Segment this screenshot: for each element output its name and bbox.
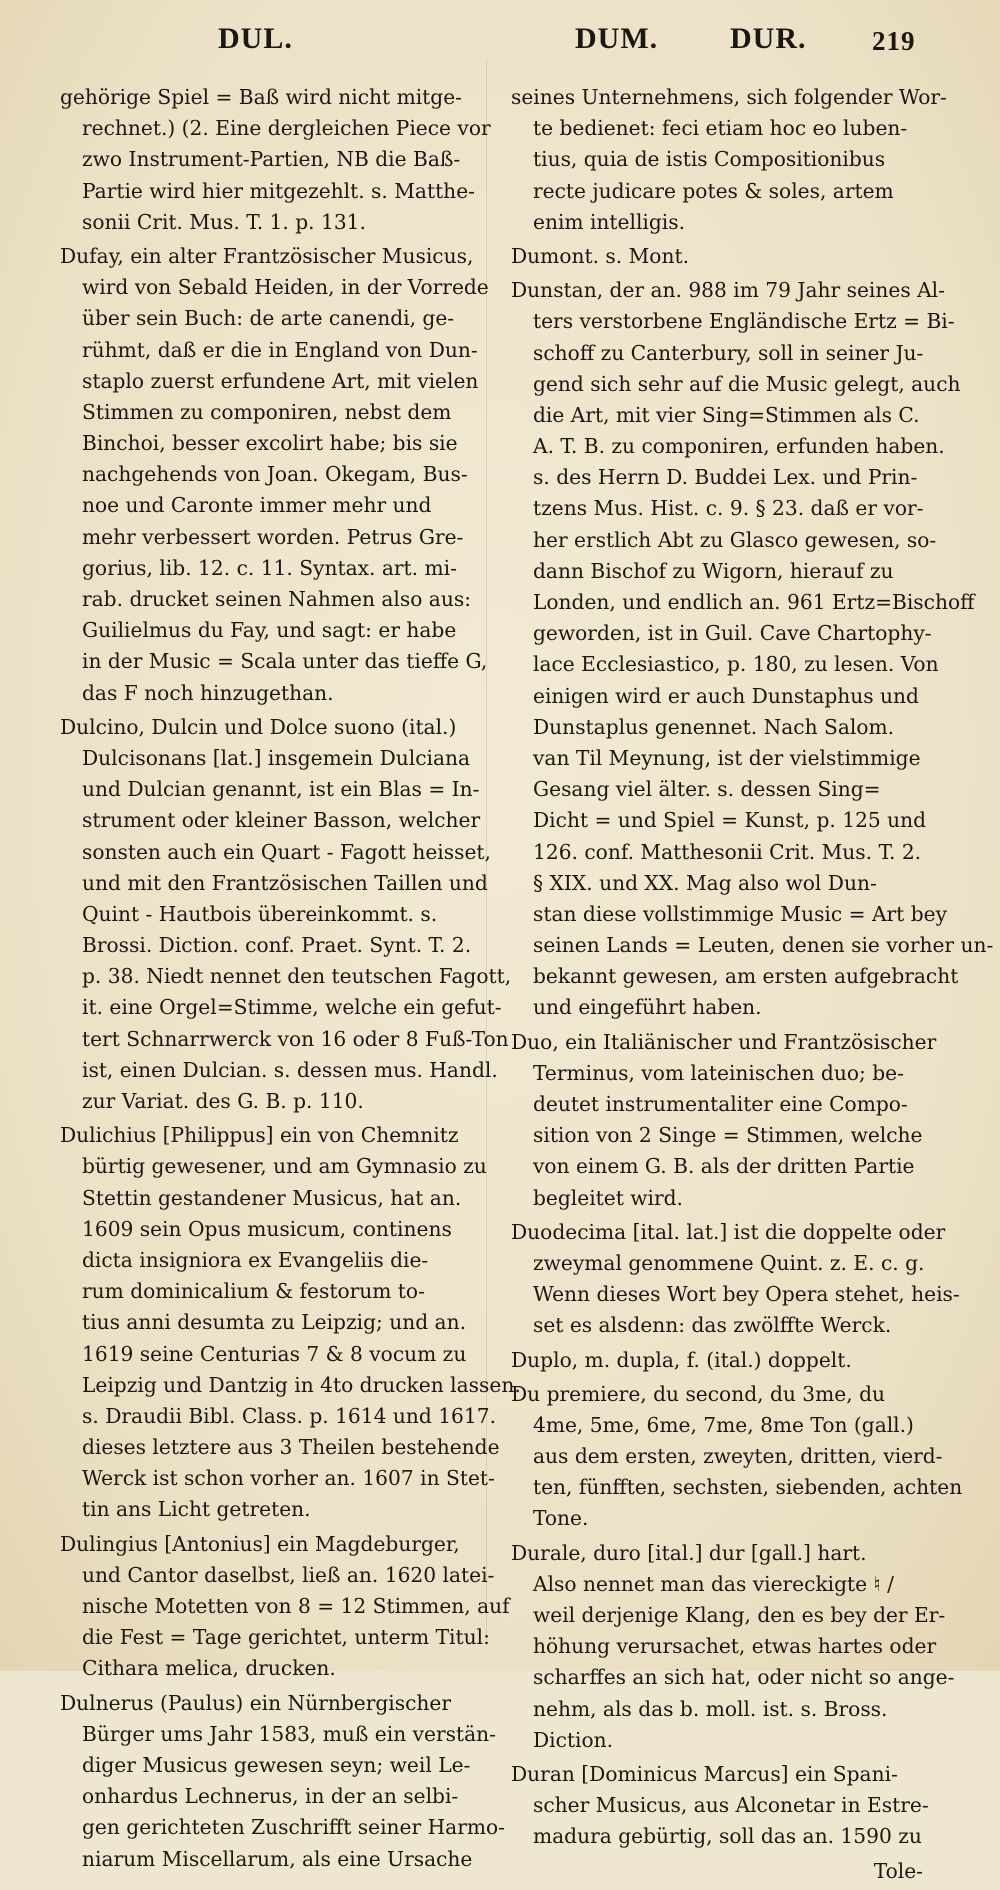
entry-line: dieses letztere aus 3 Theilen bestehende	[82, 1435, 500, 1460]
entry-line: Duran [Dominicus Marcus] ein Spani-	[511, 1761, 898, 1786]
entry-line: van Til Meynung, ist der vielstimmige	[533, 745, 921, 770]
entry-line: gehörige Spiel = Baß wird nicht mitge-	[60, 85, 462, 109]
entry-line: Dunstan, der an. 988 im 79 Jahr seines Al-	[511, 278, 945, 303]
entry-line: tius, quia de istis Compositionibus	[533, 147, 886, 172]
dictionary-entry	[511, 275, 994, 1024]
entry-line: it. eine Orgel=Stimme, welche ein gefut-	[82, 995, 502, 1020]
entry-line: 1609 sein Opus musicum, continens	[82, 1216, 452, 1241]
entry-line: die Art, mit vier Sing=Stimmen als C.	[533, 402, 920, 427]
entry-line: diger Musicus gewesen seyn; weil Le-	[82, 1752, 471, 1777]
dictionary-entry	[60, 712, 512, 1117]
entry-line: 4me, 5me, 6me, 7me, 8me Ton (gall.)	[533, 1412, 914, 1437]
entry-line: Leipzig und Dantzig in 4to drucken lassen.	[82, 1372, 521, 1397]
entry-line: dicta insigniora ex Evangeliis die-	[82, 1247, 429, 1272]
entry-line: scharffes an sich hat, oder nicht so ange-	[533, 1665, 955, 1690]
dictionary-entry	[511, 1345, 929, 1376]
entry-line: Dulichius [Philippus] ein von Chemnitz	[60, 1123, 459, 1148]
entry-line: tius anni desumta zu Leipzig; und an.	[82, 1310, 467, 1335]
entry-line: recte judicare potes & soles, artem	[533, 178, 894, 203]
dictionary-entry	[60, 82, 491, 238]
entry-line: bürtig gewesener, und am Gymnasio zu	[82, 1154, 487, 1179]
entry-line: Tone.	[533, 1506, 589, 1531]
entry-line: Dulcino, Dulcin und Dolce suono (ital.)	[60, 714, 457, 739]
entry-line: über sein Buch: de arte canendi, ge-	[82, 306, 455, 331]
entry-line: aus dem ersten, zweyten, dritten, vierd-	[533, 1444, 943, 1469]
entry-line: s. Draudii Bibl. Class. p. 1614 und 1617.	[82, 1403, 497, 1428]
entry-line: begleitet wird.	[533, 1185, 683, 1210]
header-left-keyword: DUL.	[218, 22, 293, 55]
entry-line: Durale, duro [ital.] dur [gall.] hart.	[511, 1540, 867, 1565]
entry-line: 126. conf. Matthesonii Crit. Mus. T. 2.	[533, 839, 922, 864]
dictionary-entry	[511, 1856, 929, 1887]
dictionary-entry	[511, 1027, 937, 1214]
entry-line: schoff zu Canterbury, soll in seiner Ju-	[533, 340, 924, 365]
entry-line: weil derjenige Klang, den es bey der Er-	[533, 1603, 946, 1627]
header-middle-keyword: DUM.	[575, 22, 659, 55]
entry-line: Duo, ein Italiänischer und Frantzösischer	[511, 1029, 937, 1054]
entry-line: und Dulcian genannt, ist ein Blas = In-	[82, 777, 480, 802]
entry-line: ters verstorbene Engländische Ertz = Bi-	[533, 309, 955, 334]
entry-line: Brossi. Diction. conf. Praet. Synt. T. 2.	[82, 933, 472, 958]
entry-line: tzens Mus. Hist. c. 9. § 23. daß er vor-	[533, 496, 924, 521]
entry-line: einigen wird er auch Dunstaphus und	[533, 683, 919, 708]
entry-line: Quint - Hautbois übereinkommt. s.	[82, 901, 438, 926]
entry-line: bekannt gewesen, am ersten aufgebracht	[533, 964, 959, 989]
entry-line: Duplo, m. dupla, f. (ital.) doppelt.	[511, 1347, 852, 1372]
entry-line: Cithara melica, drucken.	[82, 1656, 336, 1681]
entry-line: Londen, und endlich an. 961 Ertz=Bischoff	[533, 590, 975, 614]
entry-line: Duodecima [ital. lat.] ist die doppelte oder	[511, 1219, 946, 1244]
entry-line: Du premiere, du second, du 3me, du	[511, 1381, 886, 1406]
entry-line: lace Ecclesiastico, p. 180, zu lesen. Von	[533, 652, 939, 677]
dictionary-entry	[511, 1379, 963, 1535]
entry-line: mehr verbessert worden. Petrus Gre-	[82, 524, 464, 549]
entry-line: rechnet.) (2. Eine dergleichen Piece vor	[82, 116, 491, 141]
entry-line: höhung verursachet, etwas hartes oder	[533, 1634, 937, 1659]
entry-line: Tole-	[873, 1858, 923, 1883]
entry-line: nehm, als das b. moll. ist. s. Bross.	[533, 1696, 888, 1721]
entry-line: und mit den Frantzösischen Taillen und	[82, 870, 488, 895]
entry-line: Diction.	[533, 1727, 614, 1752]
entry-line: gend sich sehr auf die Music gelegt, auch	[533, 371, 961, 396]
entry-line: Bürger ums Jahr 1583, muß ein verstän-	[82, 1721, 496, 1746]
entry-line: zwo Instrument-Partien, NB die Baß-	[82, 147, 461, 172]
entry-line: zweymal genommene Quint. z. E. c. g.	[533, 1250, 925, 1275]
entry-line: zur Variat. des G. B. p. 110.	[82, 1089, 364, 1113]
entry-line: p. 38. Niedt nennet den teutschen Fagott,	[82, 964, 512, 989]
entry-line: s. des Herrn D. Buddei Lex. und Prin-	[533, 465, 918, 490]
entry-line: scher Musicus, aus Alconetar in Estre-	[533, 1793, 929, 1818]
entry-line: stan diese vollstimmige Music = Art bey	[533, 901, 947, 926]
entry-line: nische Motetten von 8 = 12 Stimmen, auf	[82, 1594, 510, 1618]
entry-line: enim intelligis.	[533, 209, 686, 234]
dictionary-entry	[60, 241, 489, 709]
entry-line: gorius, lib. 12. c. 11. Syntax. art. mi-	[82, 555, 457, 580]
entry-line: rum dominicalium & festorum to-	[82, 1279, 425, 1304]
entry-line: Guilielmus du Fay, und sagt: er habe	[82, 618, 457, 643]
entry-line: sition von 2 Singe = Stimmen, welche	[533, 1123, 923, 1148]
entry-line: set es alsdenn: das zwölffte Werck.	[533, 1313, 892, 1338]
entry-line: Werck ist schon vorher an. 1607 in Stet-	[82, 1466, 495, 1491]
entry-line: 1619 seine Centurias 7 & 8 vocum zu	[82, 1341, 467, 1366]
entry-line: her erstlich Abt zu Glasco gewesen, so-	[533, 527, 937, 552]
entry-line: noe und Caronte immer mehr und	[82, 493, 432, 518]
entry-line: Dunstaplus genennet. Nach Salom.	[533, 714, 895, 739]
right-column	[511, 82, 994, 1890]
dictionary-entry	[511, 1217, 960, 1342]
entry-line: tin ans Licht getreten.	[82, 1497, 311, 1522]
entry-line: Binchoi, besser excolirt habe; bis sie	[82, 431, 458, 456]
entry-line: § XIX. und XX. Mag also wol Dun-	[533, 870, 877, 895]
entry-line: Stettin gestandener Musicus, hat an.	[82, 1185, 462, 1210]
entry-line: Also nennet man das viereckigte ♮ /	[533, 1571, 894, 1596]
entry-line: geworden, ist in Guil. Cave Chartophy-	[533, 621, 932, 646]
entry-line: das F noch hinzugethan.	[82, 680, 334, 705]
entry-line: rab. drucket seinen Nahmen also aus:	[82, 587, 471, 611]
entry-line: gen gerichteten Zuschrifft seiner Harmo-	[82, 1815, 505, 1840]
entry-line: nachgehends von Joan. Okegam, Bus-	[82, 462, 468, 487]
entry-line: onhardus Lechnerus, in der an selbi-	[82, 1784, 459, 1809]
entry-line: Gesang viel älter. s. dessen Sing=	[533, 777, 881, 802]
entry-line: Dumont. s. Mont.	[511, 243, 689, 268]
entry-line: strument oder kleiner Basson, welcher	[82, 808, 481, 833]
entry-line: Partie wird hier mitgezehlt. s. Matthe-	[82, 178, 475, 203]
running-header	[0, 22, 1000, 82]
entry-line: A. T. B. zu componiren, erfunden haben.	[533, 434, 945, 459]
entry-line: und Cantor daselbst, ließ an. 1620 latei-	[82, 1562, 495, 1587]
entry-line: Wenn dieses Wort bey Opera stehet, heis-	[533, 1282, 960, 1307]
page-number: 219	[872, 26, 916, 56]
entry-line: staplo zuerst erfundene Art, mit vielen	[82, 368, 479, 393]
entry-line: und eingeführt haben.	[533, 995, 762, 1020]
dictionary-entry	[60, 1529, 510, 1685]
dictionary-entry	[511, 1538, 955, 1756]
entry-line: ist, einen Dulcian. s. dessen mus. Handl.	[82, 1057, 498, 1082]
left-column	[60, 82, 521, 1878]
dictionary-entry	[511, 82, 947, 238]
entry-line: Terminus, vom lateinischen duo; be-	[533, 1060, 904, 1085]
entry-line: Dicht = und Spiel = Kunst, p. 125 und	[533, 808, 927, 833]
entry-line: tert Schnarrwerck von 16 oder 8 Fuß-Ton	[82, 1026, 509, 1051]
entry-line: sonsten auch ein Quart - Fagott heisset,	[82, 839, 491, 864]
header-right-keyword: DUR.	[730, 22, 807, 55]
dictionary-entry	[60, 1120, 521, 1525]
dictionary-entry	[60, 1688, 505, 1875]
dictionary-entry	[511, 1759, 929, 1853]
entry-line: dann Bischof zu Wigorn, hierauf zu	[533, 558, 894, 583]
entry-line: te bedienet: feci etiam hoc eo luben-	[533, 116, 908, 141]
entry-line: rühmt, daß er die in England von Dun-	[82, 337, 478, 362]
entry-line: seines Unternehmens, sich folgender Wor-	[511, 85, 947, 109]
entry-line: niarum Miscellarum, als eine Ursache	[82, 1846, 473, 1871]
entry-line: ten, fünfften, sechsten, siebenden, achten	[533, 1475, 963, 1500]
entry-line: seinen Lands = Leuten, denen sie vorher un-	[533, 933, 994, 958]
entry-line: wird von Sebald Heiden, in der Vorrede	[82, 275, 489, 300]
entry-line: von einem G. B. als der dritten Partie	[533, 1154, 915, 1179]
entry-line: sonii Crit. Mus. T. 1. p. 131.	[82, 209, 366, 234]
entry-line: madura gebürtig, soll das an. 1590 zu	[533, 1824, 922, 1849]
entry-line: Dulingius [Antonius] ein Magdeburger,	[60, 1531, 460, 1556]
entry-line: Dulnerus (Paulus) ein Nürnbergischer	[60, 1690, 452, 1715]
entry-line: deutet instrumentaliter eine Compo-	[533, 1092, 908, 1116]
dictionary-entry	[511, 241, 929, 272]
entry-line: Dulcisonans [lat.] insgemein Dulciana	[82, 745, 471, 770]
entry-line: die Fest = Tage gerichtet, unterm Titul:	[82, 1625, 490, 1650]
entry-line: Stimmen zu componiren, nebst dem	[82, 399, 452, 424]
entry-line: Dufay, ein alter Frantzösischer Musicus,	[60, 243, 474, 268]
entry-line: in der Music = Scala unter das tieffe G,	[82, 649, 488, 674]
